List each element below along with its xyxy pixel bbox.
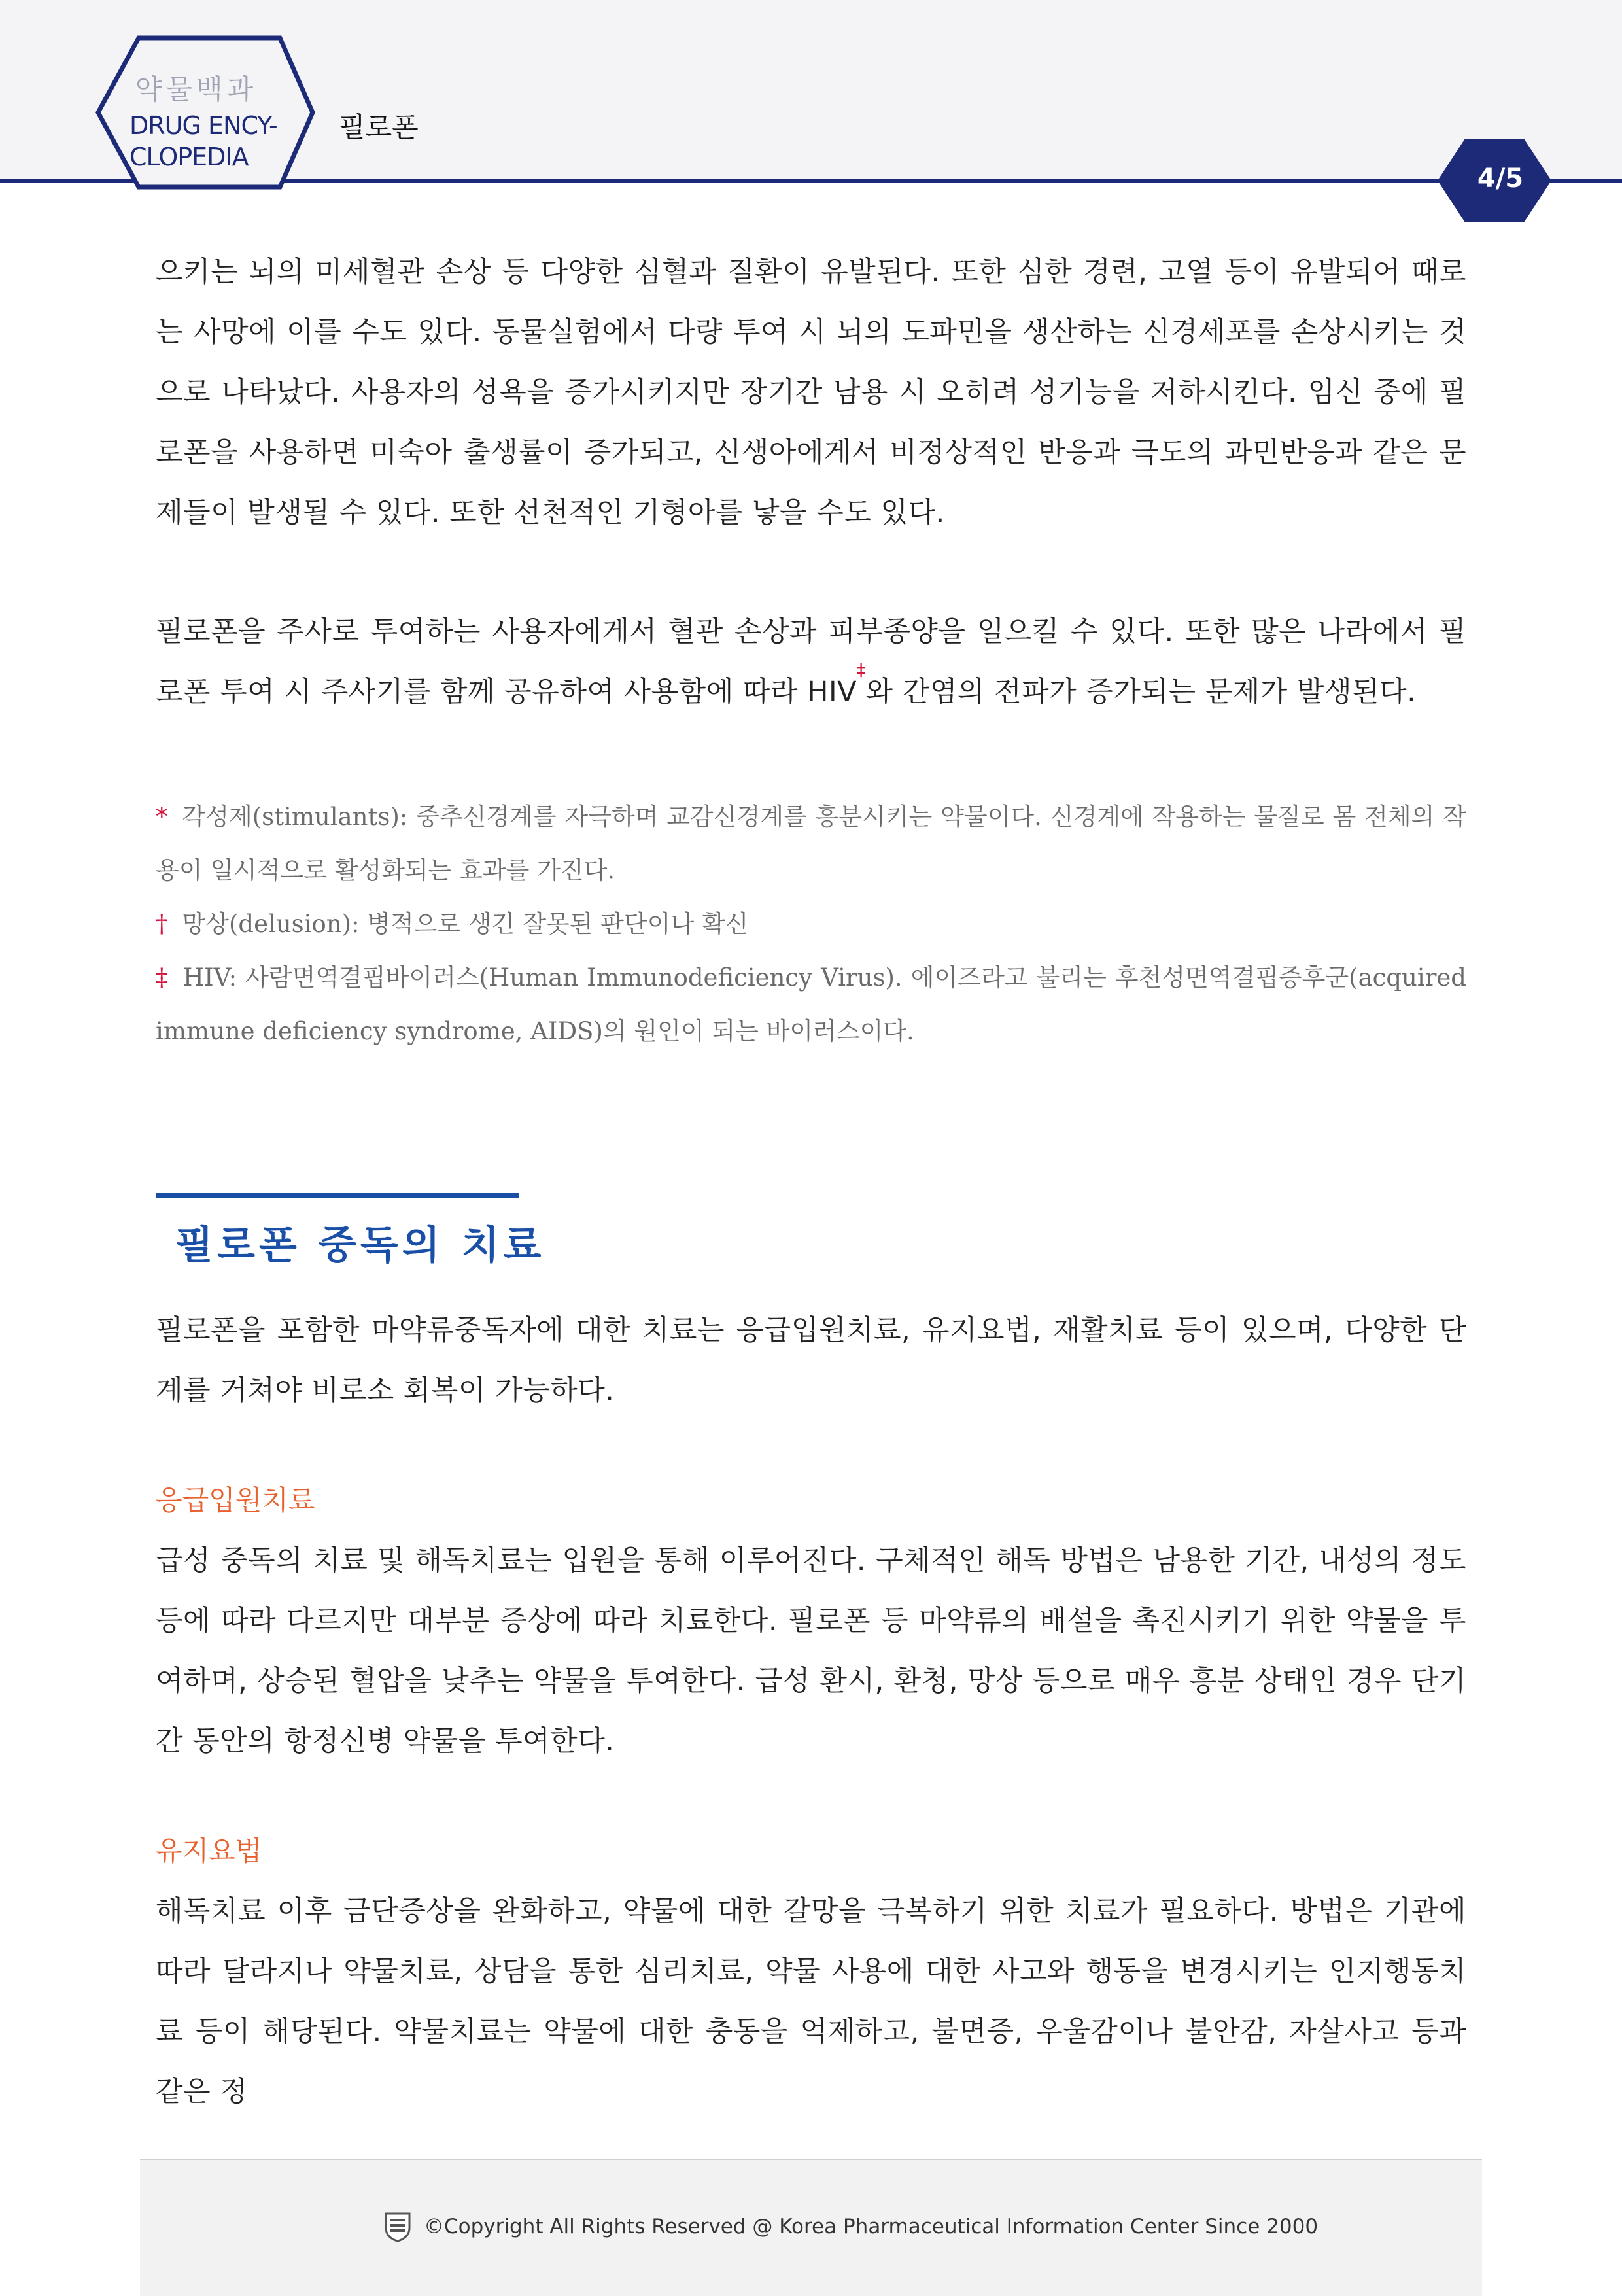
copyright-text: ©Copyright All Rights Reserved @ Korea Pharmaceutical Information Center Since 2000 — [424, 2215, 1319, 2238]
paragraph-effects: 으키는 뇌의 미세혈관 손상 등 다양한 심혈과 질환이 유발된다. 또한 심한 경련, 고열 등이 유발되어 때로는 사망에 이를 수도 있다. 동물실험에서 다량 투여 시 뇌의 도파민을 생산하는 신경세포를 손상시키는 것으로 나타났다. 사용자의 성욕을 증가시키지만 장기간 남용 시 오히려 성기능을 저하시킨다. 임신 중에 필로폰을 사용하면 미숙아 출생률이 증가되고, 신생아에게서 비정상적인 반응과 극도의 과민반응과 같은 문제들이 발생될 수 있다. 또한 선천적인 기형아를 낳을 수도 있다. — [156, 256, 1466, 529]
footnote-marker-hiv: ‡ — [857, 661, 866, 680]
treatment-intro: 필로폰을 포함한 마약류중독자에 대한 치료는 응급입원치료, 유지요법, 재활치료 등이 있으며, 다양한 단계를 거쳐야 비로소 회복이 가능하다. — [156, 1314, 1466, 1407]
paragraph-emergency: 급성 중독의 치료 및 해독치료는 입원을 통해 이루어진다. 구체적인 해독 방법은 남용한 기간, 내성의 정도 등에 따라 다르지만 대부분 증상에 따라 치료한다. 필로폰 등 마약류의 배설을 촉진시키기 위한 약물을 투여하며, 상승된 혈압을 낮추는 약물을 투여한다. 급성 환시, 환청, 망상 등으로 매우 흥분 상태인 경우 단기간 동안의 항정신병 약물을 투여한다. — [156, 1544, 1466, 1758]
document-title: 필로폰 — [339, 111, 419, 143]
subheading-emergency: 응급입원치료 — [156, 1484, 315, 1516]
brand-korean: 약물백과 — [135, 73, 258, 105]
footnote-text: HIV: 사람면역결핍바이러스(Human Immunodeficiency Virus). 에이즈라고 불리는 후천성면역결핍증후군(acquired immune deficiency syndrome, AIDS)의 원인이 되는 바이러스이다. — [156, 964, 1466, 1045]
footnotes — [156, 790, 1466, 1058]
section-rule — [156, 1193, 519, 1198]
page-number: 4/5 — [1477, 164, 1524, 194]
treatment-content — [156, 1300, 1466, 2122]
paragraph-injection — [156, 602, 1466, 722]
footnote-text: 각성제(stimulants): 중추신경계를 자극하며 교감신경계를 흥분시키는 약물이다. 신경계에 작용하는 물질로 몸 전체의 작용이 일시적으로 활성화되는 효과를 가진다. — [156, 803, 1466, 884]
brand-english-line2: CLOPEDIA — [129, 143, 249, 171]
footnote-delusion — [156, 897, 1466, 951]
footnote-stimulants — [156, 790, 1466, 897]
main-content — [156, 242, 1466, 1058]
footnote-mark: * — [156, 803, 168, 831]
paragraph-injection-text-end: 와 간염의 전파가 증가되는 문제가 발생된다. — [865, 676, 1417, 708]
footnote-mark: ‡ — [156, 964, 169, 992]
subheading-maintenance: 유지요법 — [156, 1835, 262, 1867]
footnote-hiv — [156, 951, 1466, 1058]
footnote-mark: † — [156, 910, 168, 938]
paragraph-maintenance: 해독치료 이후 금단증상을 완화하고, 약물에 대한 갈망을 극복하기 위한 치료가 필요하다. 방법은 기관에 따라 달라지나 약물치료, 상담을 통한 심리치료, 약물 사용에 대한 사고와 행동을 변경시키는 인지행동치료 등이 해당된다. 약물치료는 약물에 대한 충동을 억제하고, 불면증, 우울감이나 불안감, 자살사고 등과 같은 정 — [156, 1895, 1466, 2108]
paragraph-injection-text: 필로폰을 주사로 투여하는 사용자에게서 혈관 손상과 피부종양을 일으킬 수 있다. 또한 많은 나라에서 필로폰 투여 시 주사기를 함께 공유하여 사용함에 따라 HIV — [156, 616, 1466, 708]
brand-english-line1: DRUG ENCY- — [129, 111, 277, 140]
brand-english — [129, 110, 300, 173]
footnote-text: 망상(delusion): 병적으로 생긴 잘못된 판단이나 확신 — [182, 910, 749, 938]
section-title: 필로폰 중독의 치료 — [175, 1223, 545, 1268]
shield-logo-icon — [383, 2211, 412, 2242]
